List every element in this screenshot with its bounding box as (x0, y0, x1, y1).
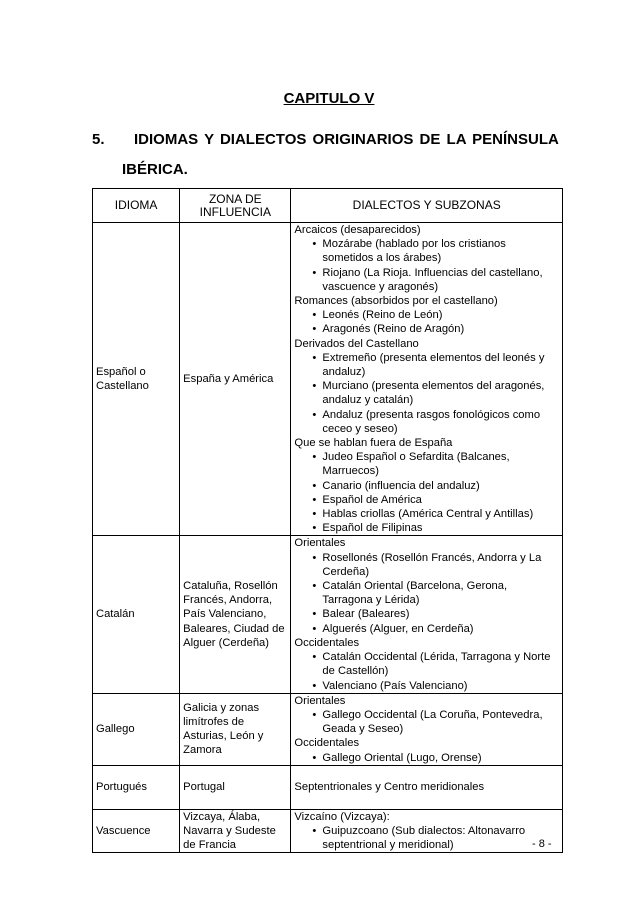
cell-zona: España y América (180, 223, 291, 536)
dialect-list (294, 308, 559, 336)
cell-zona: Galicia y zonas limítrofes de Asturias, León y Zamora (180, 693, 291, 765)
cell-idioma: Portugués (93, 765, 180, 809)
cell-idioma: Gallego (93, 693, 180, 765)
dialect-list (294, 824, 559, 852)
dialect-list (294, 650, 559, 693)
list-item: • Andaluz (presenta rasgos fonológicos como ceceo y seseo) (294, 408, 559, 436)
list-item: • Guipuzcoano (Sub dialectos: Altonavarro septentrional y meridional) (294, 824, 559, 852)
dialect-list (294, 237, 559, 294)
list-item: • Extremeño (presenta elementos del leonés y andaluz) (294, 351, 559, 379)
table-row (93, 809, 563, 853)
list-item: • Gallego Oriental (Lugo, Orense) (294, 751, 559, 765)
dialect-group-label: Orientales (294, 694, 346, 707)
dialect-group-label: Romances (absorbidos por el castellano) (294, 295, 498, 308)
dialect-group-label: Que se hablan fuera de España (294, 437, 453, 450)
cell-dialectos (291, 693, 563, 765)
dialect-list (294, 450, 559, 535)
cell-zona: Cataluña, Rosellón Francés, Andorra, País Valenciano, Baleares, Ciudad de Alguer (Cerdeña) (180, 536, 291, 693)
table-header-row (93, 189, 563, 223)
cell-dialectos (291, 536, 563, 693)
list-item: • Español de América (294, 493, 559, 507)
dialect-list (294, 708, 559, 736)
dialect-group-label: Arcaicos (desaparecidos) (294, 224, 421, 236)
cell-zona: Portugal (180, 765, 291, 809)
list-item: • Leonés (Reino de León) (294, 308, 559, 322)
header-idioma: IDIOMA (93, 189, 180, 223)
list-item: • Balear (Baleares) (294, 607, 559, 621)
table-row (93, 693, 563, 765)
dialect-group-label: Derivados del Castellano (294, 337, 419, 350)
page-number: - 8 - (532, 838, 552, 850)
list-item: • Murciano (presenta elementos del aragonés, andaluz y catalán) (294, 379, 559, 407)
cell-dialectos (291, 809, 563, 853)
list-item: • Valenciano (País Valenciano) (294, 679, 559, 693)
cell-zona: Vizcaya, Álaba, Navarra y Sudeste de Francia (180, 809, 291, 853)
chapter-title (0, 90, 638, 107)
dialect-group-label: Occidentales (294, 636, 360, 649)
dialect-list (294, 751, 559, 765)
table-row (93, 765, 563, 809)
list-item: • Catalán Oriental (Barcelona, Gerona, Tarragona y Lérida) (294, 579, 559, 607)
chapter-title-text: CAPITULO V (283, 90, 375, 107)
list-item: • Hablas criollas (América Central y Antillas) (294, 507, 559, 521)
dialect-group-label: Occidentales (294, 737, 360, 750)
list-item: • Gallego Occidental (La Coruña, Pontevedra, Geada y Seseo) (294, 708, 559, 736)
list-item: • Rosellonés (Rosellón Francés, Andorra y La Cerdeña) (294, 551, 559, 579)
dialect-list (294, 351, 559, 436)
cell-idioma: Vascuence (93, 809, 180, 853)
list-item: • Alguerés (Alguer, en Cerdeña) (294, 622, 559, 636)
section-number: 5. (92, 131, 105, 148)
header-dialectos: DIALECTOS Y SUBZONAS (291, 189, 563, 223)
dialect-group-label: Orientales (294, 537, 346, 550)
list-item: • Riojano (La Rioja. Influencias del castellano, vascuence y aragonés) (294, 266, 559, 294)
list-item: • Judeo Español o Sefardita (Balcanes, Marruecos) (294, 450, 559, 478)
list-item: • Español de Filipinas (294, 521, 559, 535)
header-zona: ZONA DE INFLUENCIA (180, 189, 291, 223)
list-item: • Mozárabe (hablado por los cristianos sometidos a los árabes) (294, 237, 559, 265)
cell-idioma: Catalán (93, 536, 180, 693)
list-item: • Canario (influencia del andaluz) (294, 479, 559, 493)
table-row (93, 536, 563, 693)
section-title-line1: IDIOMAS Y DIALECTOS ORIGINARIOS DE LA PENÍNSULA (134, 131, 559, 148)
dialect-group-label: Vizcaíno (Vizcaya): (294, 810, 390, 823)
languages-table (92, 188, 563, 853)
list-item: • Aragonés (Reino de Aragón) (294, 322, 559, 336)
list-item: • Catalán Occidental (Lérida, Tarragona y Norte de Castellón) (294, 650, 559, 678)
dialect-list (294, 551, 559, 636)
cell-idioma: Español o Castellano (93, 223, 180, 536)
cell-dialectos: Septentrionales y Centro meridionales (291, 765, 563, 809)
table-row (93, 223, 563, 536)
cell-dialectos (291, 223, 563, 536)
section-title-line2: IBÉRICA. (122, 161, 188, 178)
